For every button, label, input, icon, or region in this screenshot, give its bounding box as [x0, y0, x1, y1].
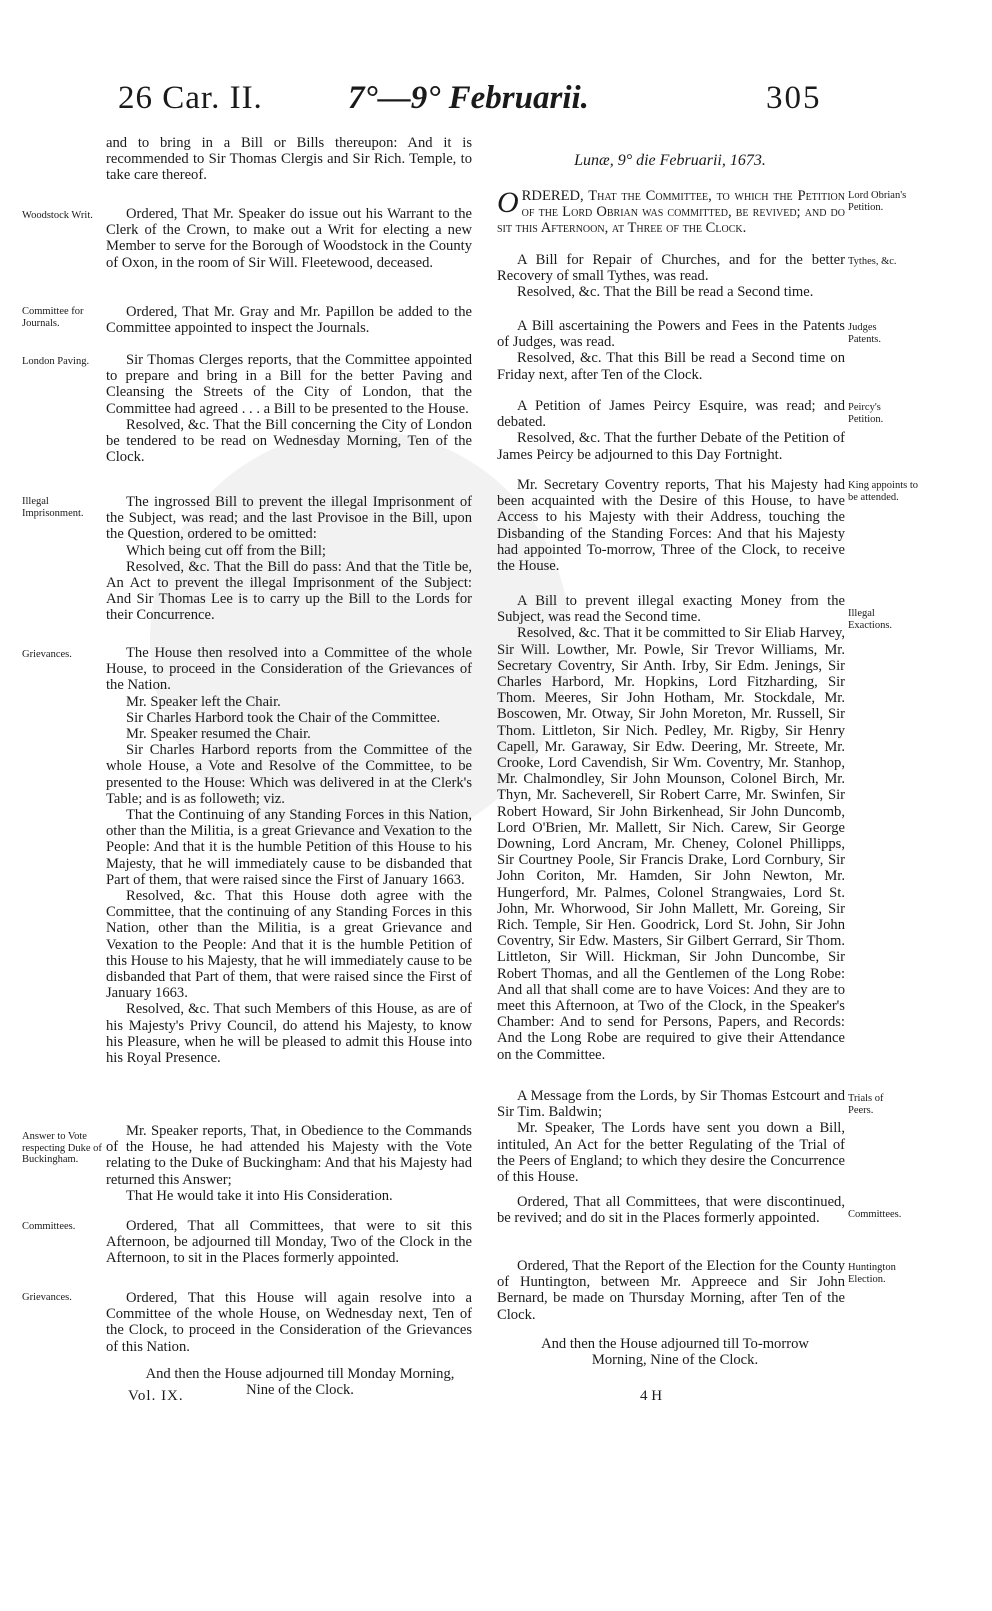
margin-note-committees-left: Committees. — [22, 1221, 76, 1232]
margin-note-paving: London Paving. — [22, 356, 90, 367]
right-para-trials: A Message from the Lords, by Sir Thomas Estcourt and Sir Tim. Baldwin; Mr. Speaker, The Lords have sent you down a Bill, intituled, An Act for the better Regulating of the Trial of the Peers of England; to which they desire the Concurrence of this House. — [497, 1088, 845, 1186]
header-dates: 7°—9° Februarii. — [348, 80, 589, 116]
left-para-cont: and to bring in a Bill or Bills thereupon: And it is recommended to Sir Thomas Clergis and Sir Rich. Temple, to take care thereof. — [106, 135, 472, 184]
margin-note-judges: Judges Patents. — [848, 322, 881, 345]
left-para-journals: Ordered, That Mr. Gray and Mr. Papillon be added to the Committee appointed to inspect the Journals. — [106, 304, 472, 337]
left-para-grievances: The House then resolved into a Committee of the whole House, to proceed in the Consideration of the Grievances of the Nation. Mr. Speaker left the Chair. Sir Charles Harbord took the Chair of the Committee. Mr. Speaker resumed the Chair. Sir Charles Harbord reports from the Committee of the whole House, a Vote and Resolve of the Committee, to be presented to the House: Which was delivered in at the Clerk's Table; and is as followeth; viz. That the Continuing of any Standing Forces in this Nation, other than the Militia, is a great Grievance and Vexation to the People: And that it is the humble Petition of this House to his Majesty, that he will immediately cause to be disbanded that Part of them, that were raised since the First of January 1663. Resolved, &c. That this House doth agree with the Committee, that the continuing of any Standing Forces in this Nation, other than the Militia, is a great Grievance and Vexation to the People: And that it is the humble Petition of this House to his Majesty, that he will immediately cause to be disbanded that Part of them, that were raised since the First of January 1663. Resolved, &c. That such Members of this House, as are of his Majesty's Privy Council, do attend his Majesty, to know his Pleasure, when he will be pleased to admit this House into his Royal Presence. — [106, 645, 472, 1067]
left-para-imprisonment: The ingrossed Bill to prevent the illegal Imprisonment of the Subject, was read; and the last Provisoe in the Bill, upon the Question, ordered to be omitted: Which being cut off from the Bill; Resolved, &c. That the Bill do pass: And that the Title be, An Act to prevent the illegal Imprisonment of the Subject: And Sir Thomas Lee is to carry up the Bill to the Lords for their Concurrence. — [106, 494, 472, 624]
margin-note-obrian: Lord Obrian's Petition. — [848, 190, 907, 213]
right-para-peircy: A Petition of James Peircy Esquire, was read; and debated. Resolved, &c. That the further Debate of the Petition of James Peircy be adjourned to this Day Fortnight. — [497, 398, 845, 463]
right-para-huntington: Ordered, That the Report of the Election for the County of Huntington, between Mr. Appreece and Sir John Bernard, be made on Thursday Morning, after Ten of the Clock. — [497, 1258, 845, 1323]
right-para-tythes: A Bill for Repair of Churches, and for the better Recovery of small Tythes, was read. Resolved, &c. That the Bill be read a Second time. — [497, 252, 845, 301]
header-regnal-year: 26 Car. II. — [118, 80, 263, 116]
left-para-committees: Ordered, That all Committees, that were to sit this Afternoon, be adjourned till Monday, Two of the Clock in the Afternoon, to sit in the Places formerly appointed. — [106, 1218, 472, 1267]
margin-note-imprisonment: Illegal Imprisonment. — [22, 496, 84, 519]
session-date-heading: Lunæ, 9° die Februarii, 1673. — [574, 152, 766, 169]
right-para-obrian: ORDERED, That the Committee, to which the Petition of the Lord Obrian was committed, be revived; and do sit this Afternoon, at Three of the Clock. — [497, 186, 845, 237]
margin-note-woodstock: Woodstock Writ. — [22, 210, 93, 221]
right-para-king: Mr. Secretary Coventry reports, That his Majesty had been acquainted with the Desire of this House, to have Access to his Majesty with their Address, touching the Disbanding of the Standing Forces: And that his Majesty had appointed To-morrow, Three of the Clock, to receive the House. — [497, 477, 845, 575]
margin-note-grievances-1: Grievances. — [22, 649, 72, 660]
left-para-grievances-2: Ordered, That this House will again resolve into a Committee of the whole House, on Wednesday next, Ten of the Clock, to proceed in the Consideration of the Grievances of this Nation. — [106, 1290, 472, 1355]
page-number: 305 — [766, 80, 822, 116]
margin-note-tythes: Tythes, &c. — [848, 256, 897, 267]
right-para-judges: A Bill ascertaining the Powers and Fees in the Patents of Judges, was read. Resolved, &c. That this Bill be read a Second time on Friday next, after Ten of the Clock. — [497, 318, 845, 383]
footer-volume: Vol. IX. — [128, 1388, 184, 1404]
footer-signature-mark: 4 H — [640, 1388, 663, 1404]
margin-note-huntington: Huntington Election. — [848, 1262, 896, 1285]
right-para-committees: Ordered, That all Committees, that were discontinued, be revived; and do sit in the Places formerly appointed. — [497, 1194, 845, 1227]
margin-note-peircy: Peircy's Petition. — [848, 402, 884, 425]
left-para-buckingham: Mr. Speaker reports, That, in Obedience to the Commands of the House, he had attended his Majesty with the Vote relating to the Duke of Buckingham: And that his Majesty had returned this Answer; That He would take it into His Consideration. — [106, 1123, 472, 1204]
right-para-adjourn: And then the House adjourned till To-morrow Morning, Nine of the Clock. — [541, 1336, 809, 1369]
margin-note-trials: Trials of Peers. — [848, 1093, 884, 1116]
margin-note-exactions: Illegal Exactions. — [848, 608, 893, 631]
margin-note-grievances-2: Grievances. — [22, 1292, 72, 1303]
drop-cap-letter: O — [497, 186, 519, 219]
margin-note-buckingham: Answer to Vote respecting Duke of Buckingham. — [22, 1131, 102, 1165]
margin-note-journals: Committee for Journals. — [22, 306, 84, 329]
margin-note-committees-right: Committees. — [848, 1209, 902, 1220]
margin-note-king: King appoints to be attended. — [848, 480, 918, 503]
right-para-exactions: A Bill to prevent illegal exacting Money from the Subject, was read the Second time. Resolved, &c. That it be committed to Sir Eliab Harvey, Sir Will. Lowther, Mr. Powle, Sir Trevor Williams, Mr. Secretary Coventry, Sir Anth. Irby, Sir Edm. Jenings, Sir Charles Harbord, Mr. Hopkins, Lord Fitzharding, Sir Thom. Meeres, Sir John Hotham, Mr. Stockdale, Mr. Boscowen, Mr. Otway, Sir John Moreton, Mr. Russell, Sir Thom. Littleton, Sir Nich. Pedley, Mr. Rigby, Sir Henry Capell, Mr. Garaway, Sir Edw. Deering, Mr. Streete, Mr. Crooke, Lord Cavendish, Sir Wm. Coventry, Mr. Stanhop, Mr. Chalmondley, Sir John Mounson, Colonel Birch, Mr. Thyn, Mr. Sacheverell, Sir Robert Carre, Mr. Swinfen, Sir Robert Howard, Sir John Birkenhead, Sir John Duncomb, Lord O'Brien, Mr. Mallett, Sir Nich. Carew, Sir George Downing, Lord Ancram, Mr. Cheney, Colonel Phillipps, Sir Courtney Poole, Sir Francis Drake, Lord Cornbury, Sir John Coriton, Mr. Hamden, Sir John Newton, Mr. Hungerford, Mr. Palmes, Colonel Strangwaies, Lord St. John, Mr. Whorwood, Sir John Mallett, Mr. Goreing, Sir Rich. Temple, Sir Hen. Goodrick, Lord St. John, Sir John Coventry, Sir Edw. Masters, Sir Gilbert Gerrard, Sir Thom. Littleton, Sir Will. Hickman, Sir John Duncombe, Sir Robert Thomas, and all the Gentlemen of the Long Robe: And all that shall come are to have Voices: And they are to meet this Afternoon, at Two of the Clock, in the Speaker's Chamber: And to send for Persons, Papers, and Records: And the Long Robe are required to give their Attendance on the Committee. — [497, 593, 845, 1063]
left-para-woodstock: Ordered, That Mr. Speaker do issue out his Warrant to the Clerk of the Crown, to make out a Writ for electing a new Member to serve for the Borough of Woodstock in the County of Oxon, in the room of Sir Will. Fleetewood, deceased. — [106, 206, 472, 271]
left-para-paving: Sir Thomas Clerges reports, that the Committee appointed to prepare and bring in a Bill for the better Paving and Cleansing the Streets of the City of London, that the Committee had agreed . . . a Bill to be presented to the House. Resolved, &c. That the Bill concerning the City of London be tendered to be read on Wednesday Morning, Ten of the Clock. — [106, 352, 472, 466]
left-para-adjourn: And then the House adjourned till Monday Morning, Nine of the Clock. — [145, 1366, 455, 1399]
